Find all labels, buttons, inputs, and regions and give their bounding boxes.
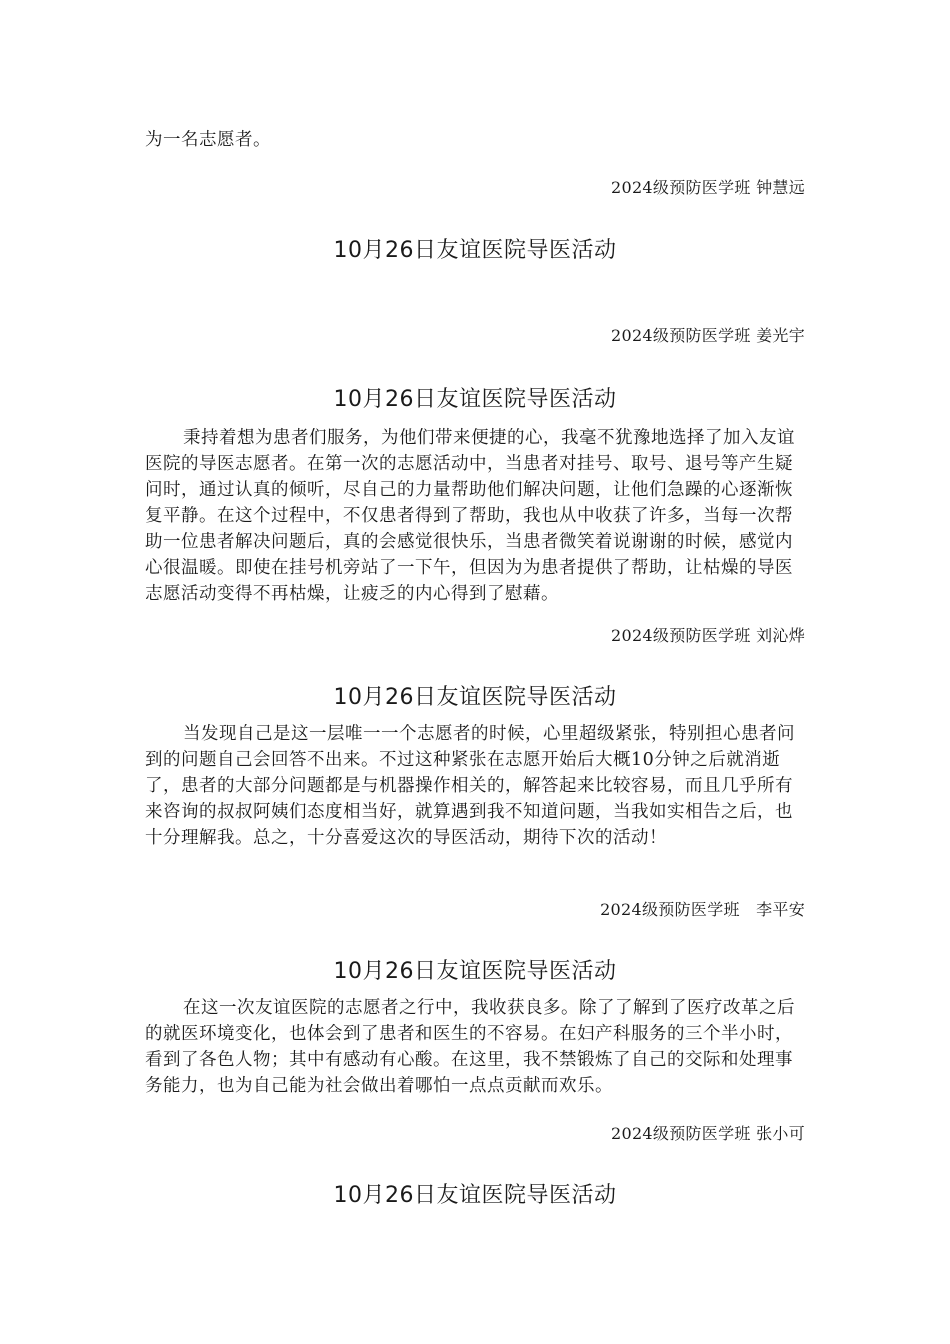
section-4-paragraph: 在这一次友谊医院的志愿者之行中，我收获良多。除了了解到了医疗改革之后的就医环境变化，也体会到了患者和医生的不容易。在妇产科服务的三个半小时，看到了各色人物；其中有感动有心酸。在这里，我不禁锻炼了自己的交际和处理事务能力，也为自己能为社会做出着哪怕一点点贡献而欢乐。 <box>145 998 795 1096</box>
section-1-author: 2024级预防医学班 姜光宇 <box>610 326 805 345</box>
section-5-heading: 10月26日友谊医院导医活动 <box>333 1183 617 1208</box>
section-3-heading: 10月26日友谊医院导医活动 <box>333 685 617 710</box>
section-3-author: 2024级预防医学班 李平安 <box>600 900 805 919</box>
continuation-author: 2024级预防医学班 钟慧远 <box>610 178 805 197</box>
section-3-paragraph: 当发现自己是这一层唯一一个志愿者的时候，心里超级紧张，特别担心患者问到的问题自己会回答不出来。不过这种紧张在志愿开始后大概10分钟之后就消逝了，患者的大部分问题都是与机器操作相关的，解答起来比较容易，而且几乎所有来咨询的叔叔阿姨们态度相当好，就算遇到我不知道问题，当我如实相告之后，也十分理解我。总之，十分喜爱这次的导医活动，期待下次的活动！ <box>145 724 795 848</box>
continuation-text: 为一名志愿者。 <box>145 130 271 150</box>
section-1-heading: 10月26日友谊医院导医活动 <box>333 238 617 263</box>
section-4-author: 2024级预防医学班 张小可 <box>610 1124 805 1143</box>
section-3-body <box>145 721 807 851</box>
section-2-author: 2024级预防医学班 刘沁烨 <box>610 626 805 645</box>
section-2-body <box>145 425 807 607</box>
section-4-heading: 10月26日友谊医院导医活动 <box>333 959 617 984</box>
section-4-body <box>145 995 807 1099</box>
continuation-paragraph <box>145 127 807 153</box>
section-2-heading: 10月26日友谊医院导医活动 <box>333 387 617 412</box>
section-2-paragraph: 秉持着想为患者们服务，为他们带来便捷的心，我毫不犹豫地选择了加入友谊医院的导医志愿者。在第一次的志愿活动中，当患者对挂号、取号、退号等产生疑问时，通过认真的倾听，尽自己的力量帮助他们解决问题，让他们急躁的心逐渐恢复平静。在这个过程中，不仅患者得到了帮助，我也从中收获了许多，当每一次帮助一位患者解决问题后，真的会感觉很快乐，当患者微笑着说谢谢的时候，感觉内心很温暖。即使在挂号机旁站了一下午，但因为为患者提供了帮助，让枯燥的导医志愿活动变得不再枯燥，让疲乏的内心得到了慰藉。 <box>145 428 795 604</box>
